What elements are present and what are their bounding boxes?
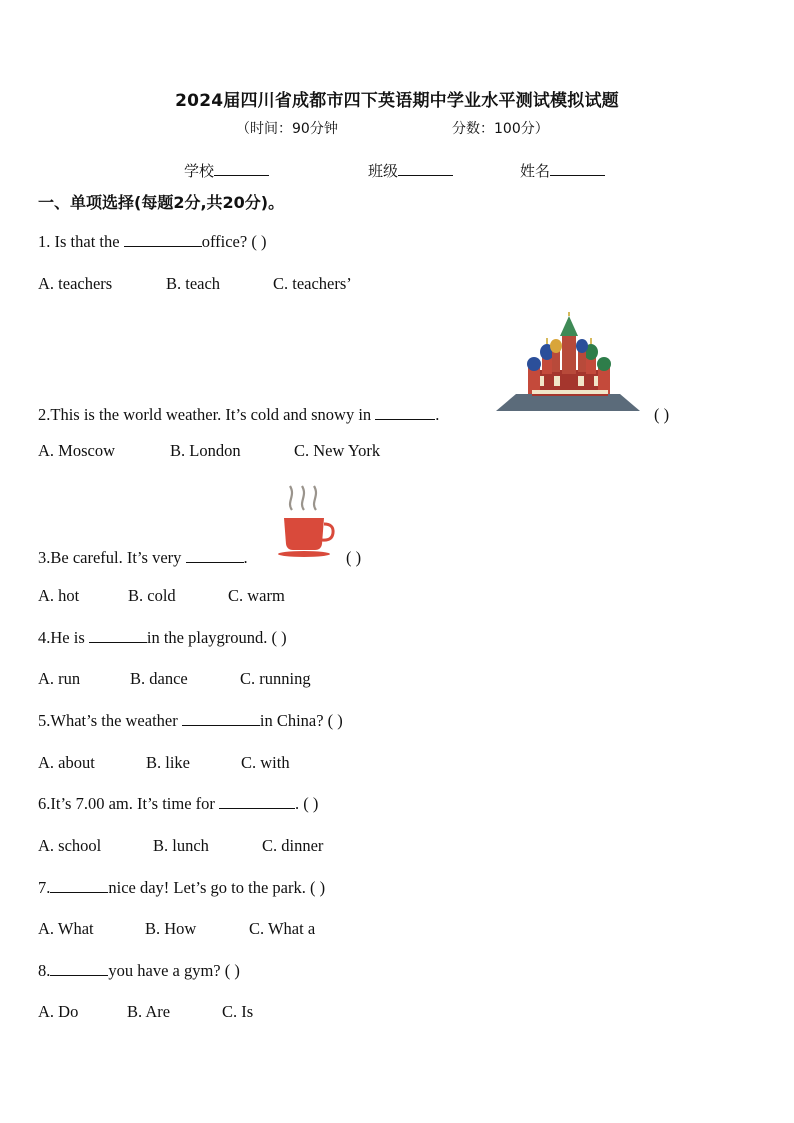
option-b[interactable]: B. Are [127,1002,171,1021]
answer-blank[interactable] [124,232,202,247]
answer-blank[interactable] [89,628,147,643]
option-c[interactable]: C. Is [222,1002,254,1021]
question-text: office? ( ) [201,232,267,251]
option-c[interactable]: C. What a [249,919,316,938]
option-a[interactable]: A. about [38,753,95,772]
school-field [184,160,269,181]
answer-paren: ( ) [346,548,362,567]
question-text: . [435,405,440,424]
option-a[interactable]: A. Moscow [38,441,115,460]
option-c[interactable]: C. warm [228,586,285,605]
name-blank[interactable] [550,161,605,176]
question-text: 1. Is that the [38,232,124,251]
class-blank[interactable] [398,161,453,176]
school-blank[interactable] [214,161,269,176]
question-6 [38,794,318,814]
question-text: 7. [38,878,51,897]
answer-blank[interactable] [219,794,295,809]
name-field [520,160,605,181]
option-c[interactable]: C. running [240,669,311,688]
option-b[interactable]: B. like [146,753,190,772]
question-5 [38,711,343,731]
question-text: 2.This is the world weather. It’s cold and snowy in [38,405,376,424]
cathedral-illustration [492,312,644,414]
question-text: in the playground. ( ) [146,628,287,647]
option-a[interactable]: A. run [38,669,81,688]
question-7 [38,878,325,898]
question-8 [38,961,240,981]
option-b[interactable]: B. lunch [153,836,209,855]
question-text: 6.It’s 7.00 am. It’s time for [38,794,220,813]
question-text: 5.What’s the weather [38,711,182,730]
option-c[interactable]: C. teachers’ [273,274,352,293]
question-1 [38,232,266,252]
question-text: you have a gym? ( ) [108,961,240,980]
option-b[interactable]: B. cold [128,586,176,605]
option-b[interactable]: B. teach [166,274,221,293]
option-c[interactable]: C. dinner [262,836,324,855]
name-label: 姓名 [520,162,551,180]
answer-blank[interactable] [182,711,260,726]
option-a[interactable]: A. Do [38,1002,79,1021]
option-b[interactable]: B. How [145,919,197,938]
answer-paren: ( ) [654,405,670,424]
question-text: 8. [38,961,51,980]
answer-blank[interactable] [50,961,108,976]
question-text: . ( ) [295,794,319,813]
section-title: 一、单项选择(每题2分,共20分)。 [38,193,285,212]
option-a[interactable]: A. teachers [38,274,113,293]
exam-time: （时间：90分钟 [236,121,338,137]
option-b[interactable]: B. London [170,441,241,460]
school-label: 学校 [184,162,215,180]
option-c[interactable]: C. New York [294,441,381,460]
exam-score: 分数：100分） [452,121,549,137]
option-a[interactable]: A. hot [38,586,80,605]
question-text: 3.Be careful. It’s very [38,548,186,567]
class-label: 班级 [368,162,399,180]
question-text: . [243,548,248,567]
question-2 [38,405,439,425]
question-text: in China? ( ) [259,711,343,730]
option-a[interactable]: A. school [38,836,102,855]
answer-blank[interactable] [50,878,108,893]
class-field [368,160,453,181]
option-b[interactable]: B. dance [130,669,188,688]
option-a[interactable]: A. What [38,919,94,938]
question-text: 4.He is [38,628,89,647]
hot-cup-illustration [276,480,336,560]
answer-blank[interactable] [375,405,435,420]
question-3 [38,548,248,568]
question-text: nice day! Let’s go to the park. ( ) [108,878,326,897]
answer-blank[interactable] [186,548,244,563]
option-c[interactable]: C. with [241,753,290,772]
question-4 [38,628,287,648]
page-title: 2024届四川省成都市四下英语期中学业水平测试模拟试题 [175,91,619,111]
